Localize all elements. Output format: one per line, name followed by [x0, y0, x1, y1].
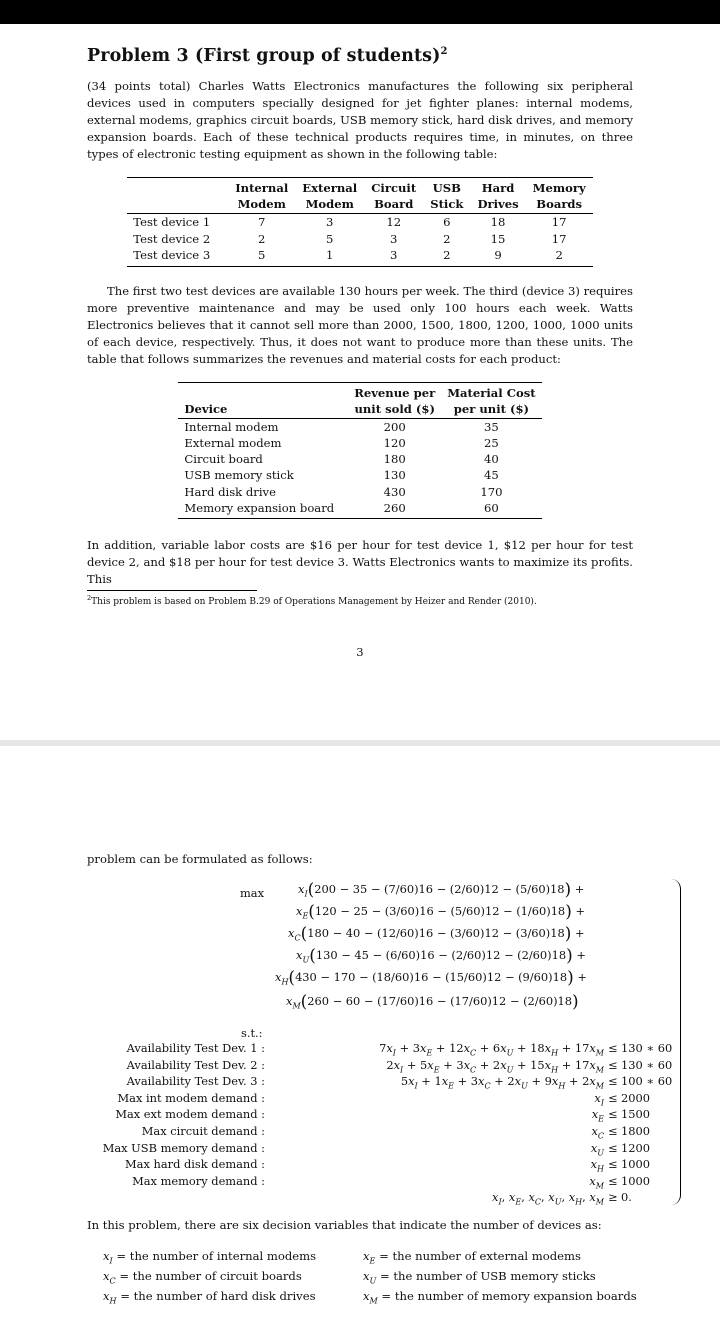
objective-term: $x_E(120 - 25 - (3/60)16 - (5/60)12 - (1/60)18)$ +	[296, 902, 585, 922]
table-row	[127, 247, 592, 266]
constraint-op: ≤	[608, 1124, 618, 1138]
cell: 7	[258, 215, 266, 229]
constraint-label: Availability Test Dev. 1 :	[126, 1041, 265, 1055]
cell: 17	[551, 215, 567, 229]
constraint-op: ≤	[608, 1107, 618, 1122]
constraint-rhs: 1800	[621, 1124, 650, 1138]
constraint-op: ≤	[608, 1074, 618, 1089]
cost-cell: 25	[484, 435, 499, 450]
page-number: 3	[356, 645, 364, 659]
constraint-label: Max int modem demand :	[117, 1090, 265, 1105]
objective-term: $x_I(200 - 35 - (7/60)16 - (2/60)12 - (5/60)18)$ +	[298, 880, 585, 900]
constraint-label: Availability Test Dev. 3 :	[126, 1074, 265, 1089]
constraint-label: Max USB memory demand :	[102, 1140, 265, 1155]
variable-definition: $x_M$ = the number of memory expansion boards	[363, 1289, 637, 1306]
cell: 5	[326, 231, 334, 246]
testing-time-table	[127, 177, 592, 267]
page-3	[87, 46, 633, 609]
constraint-rhs: 1000	[621, 1157, 650, 1172]
constraint-lhs: $5x_I + 1x_E + 3x_C + 2x_U + 9x_H + 2x_M$	[400, 1074, 604, 1091]
cell: 2	[423, 247, 470, 266]
constraint-label: Max circuit demand :	[141, 1124, 265, 1138]
t1-corner	[127, 178, 228, 197]
cell: 3	[364, 247, 423, 266]
cell: 5	[228, 247, 295, 266]
revenue-cell: 260	[348, 500, 441, 519]
decision-variables-paragraph: In this problem, there are six decision variables that indicate the number of devices as:	[87, 1218, 602, 1232]
device-name: Internal modem	[184, 419, 279, 434]
right-brace	[670, 879, 681, 1205]
table-row	[178, 467, 541, 483]
t2-head-bottom: unit sold ($)	[348, 401, 441, 419]
variable-definition: $x_E$ = the number of external modems	[363, 1249, 581, 1266]
device-name: Circuit board	[184, 452, 263, 467]
objective-term: $x_U(130 - 45 - (6/60)16 - (2/60)12 - (2/60)18)$ +	[296, 946, 586, 966]
t2-head-bottom: per unit ($)	[441, 401, 541, 419]
cell: 6	[443, 215, 451, 229]
table-row	[178, 418, 541, 435]
device-name: Memory expansion board	[178, 500, 348, 519]
cost-cell: 60	[441, 500, 541, 519]
footnote: $^2$This problem is based on Problem B.29 of Operations Management by Heizer and Render (2010).	[87, 594, 537, 608]
top-black-bar	[0, 0, 720, 24]
constraint-op: ≤	[608, 1157, 618, 1172]
device-name: External modem	[184, 435, 282, 450]
t1-head-bottom: Boards	[526, 196, 593, 214]
constraint-lhs: $x_I$	[594, 1090, 604, 1108]
cell: 3	[390, 231, 398, 246]
revenue-cell: 130	[383, 468, 406, 483]
row-label: Test device 2	[133, 231, 211, 246]
constraint-lhs: $x_I$, $x_E$, $x_C$, $x_U$, $x_H$, $x_M$	[492, 1190, 604, 1207]
t1-head-top: Circuit	[364, 178, 423, 197]
cost-cell: 45	[484, 468, 499, 483]
cell: 15	[490, 231, 506, 246]
problem-title: Problem 3 (First group of students)$^2$	[87, 46, 448, 66]
t1-head-bottom: Modem	[295, 196, 364, 214]
objective-term: $x_H(430 - 170 - (18/60)16 - (15/60)12 - (9/60)18)$ +	[275, 968, 587, 988]
constraint-label: Max ext modem demand :	[115, 1107, 265, 1122]
cell: 12	[386, 215, 402, 229]
constraint-lhs: $x_M$	[589, 1173, 604, 1191]
table-row	[178, 484, 541, 500]
device-name: USB memory stick	[184, 468, 294, 483]
t2-head-top: Revenue per	[348, 382, 441, 401]
cell: 1	[295, 247, 364, 266]
revenue-cell: 430	[383, 484, 406, 499]
t1-head-top: Memory	[526, 178, 593, 197]
constraint-rhs: 100 ∗ 60	[621, 1074, 673, 1089]
variable-definition: $x_U$ = the number of USB memory sticks	[363, 1269, 596, 1286]
t1-head-bottom: Board	[364, 196, 423, 214]
variable-definition: $x_I$ = the number of internal modems	[103, 1249, 317, 1266]
cost-cell: 40	[484, 452, 499, 467]
title-footnote-mark: 2	[440, 46, 448, 58]
constraint-op: ≤	[608, 1057, 618, 1072]
cost-cell: 35	[484, 419, 499, 434]
table-row	[178, 435, 541, 451]
constraint-rhs: 1500	[621, 1107, 650, 1122]
st-label: s.t.:	[241, 1026, 263, 1040]
cost-cell: 170	[480, 484, 503, 499]
cell: 2	[258, 231, 266, 246]
revenue-cell: 200	[383, 419, 406, 434]
cell: 2	[526, 247, 593, 266]
revenue-cell: 180	[383, 452, 406, 467]
t1-head-top: External	[295, 178, 364, 197]
table-row	[127, 214, 592, 231]
constraint-label: Max hard disk demand :	[125, 1157, 265, 1172]
row-label: Test device 1	[133, 215, 211, 229]
t2-head-bottom: Device	[178, 401, 348, 419]
labor-cost-paragraph: In addition, variable labor costs are $16 per hour for test device 1, $12 per hour for test device 2, and $18 per hour for test device 3. Watts Electronics wants to maximize its profits. This	[87, 538, 633, 587]
footnote-rule	[87, 590, 257, 591]
table-row	[127, 231, 592, 248]
t1-corner	[127, 196, 228, 214]
table-row	[178, 451, 541, 467]
t1-head-top: Internal	[228, 178, 295, 197]
constraint-label: Availability Test Dev. 2 :	[126, 1057, 265, 1072]
t1-head-bottom: Stick	[423, 196, 470, 214]
t1-head-bottom: Drives	[470, 196, 525, 214]
cell: 2	[443, 231, 451, 246]
t1-head-top: USB	[423, 178, 470, 197]
variable-definition: $x_C$ = the number of circuit boards	[103, 1269, 302, 1286]
availability-paragraph: The first two test devices are available 130 hours per week. The third (device 3) requires more preventive maintenance and may be used only 100 hours each week. Watts Electronics believes that it cannot sell more than 2000, 1500, 1800, 1200, 1000, 1000 units of each device, respectively. Thus, it does not want to produce more than these units. The table that follows summarizes the revenues and material costs for each product:	[87, 283, 633, 366]
constraint-rhs: 130 ∗ 60	[621, 1041, 673, 1055]
constraint-rhs: 130 ∗ 60	[621, 1057, 673, 1072]
constraint-rhs: 1000	[621, 1173, 650, 1188]
constraint-lhs: $x_C$	[591, 1124, 604, 1141]
objective-term: $x_M(260 - 60 - (17/60)16 - (17/60)12 - (2/60)18)$	[286, 992, 579, 1012]
objective-term: $x_C(180 - 40 - (12/60)16 - (3/60)12 - (3/60)18)$ +	[288, 924, 585, 944]
constraint-op: ≥	[608, 1190, 618, 1205]
constraint-rhs: 1200	[621, 1140, 650, 1155]
constraint-rhs: 0.	[621, 1190, 632, 1205]
device-name: Hard disk drive	[184, 484, 276, 499]
table-row	[178, 500, 541, 519]
cell: 18	[490, 215, 506, 229]
constraint-label: Max memory demand :	[132, 1173, 265, 1188]
footnote-mark: 2	[87, 594, 92, 603]
max-keyword: max	[240, 886, 265, 900]
t2-head-top	[178, 382, 348, 401]
t1-head-bottom: Modem	[228, 196, 295, 214]
cell: 17	[551, 231, 567, 246]
constraint-lhs: $x_U$	[590, 1140, 604, 1157]
variable-definition: $x_H$ = the number of hard disk drives	[103, 1289, 316, 1306]
cell: 3	[326, 215, 334, 229]
t2-head-top: Material Cost	[441, 382, 541, 401]
constraint-lhs: $7x_I + 3x_E + 12x_C + 6x_U + 18x_H + 17x_M$	[379, 1041, 604, 1058]
formulation-intro: problem can be formulated as follows:	[87, 852, 313, 866]
constraint-op: ≤	[608, 1090, 618, 1105]
cell: 9	[470, 247, 525, 266]
constraint-op: ≤	[608, 1173, 618, 1188]
row-label: Test device 3	[127, 247, 228, 266]
constraint-op: ≤	[608, 1140, 618, 1155]
page-separator	[0, 740, 720, 746]
revenue-cost-table	[178, 382, 541, 520]
t1-head-top: Hard	[470, 178, 525, 197]
constraint-lhs: $x_H$	[590, 1157, 604, 1174]
constraint-lhs: $x_E$	[591, 1107, 604, 1124]
revenue-cell: 120	[383, 435, 406, 450]
constraint-op: ≤	[608, 1041, 618, 1055]
constraint-rhs: 2000	[621, 1090, 650, 1105]
intro-paragraph: (34 points total) Charles Watts Electronics manufactures the following six peripheral devices used in computers specially designed for jet fighter planes: internal modems, external modems, graphics circuit boards, USB memory stick, hard disk drives, and memory expansion boards. Each of these technical products requires time, in minutes, on three types of electronic testing equipment as shown in the following table:	[87, 79, 633, 161]
constraint-lhs: $2x_I + 5x_E + 3x_C + 2x_U + 15x_H + 17x_M$	[386, 1057, 604, 1074]
